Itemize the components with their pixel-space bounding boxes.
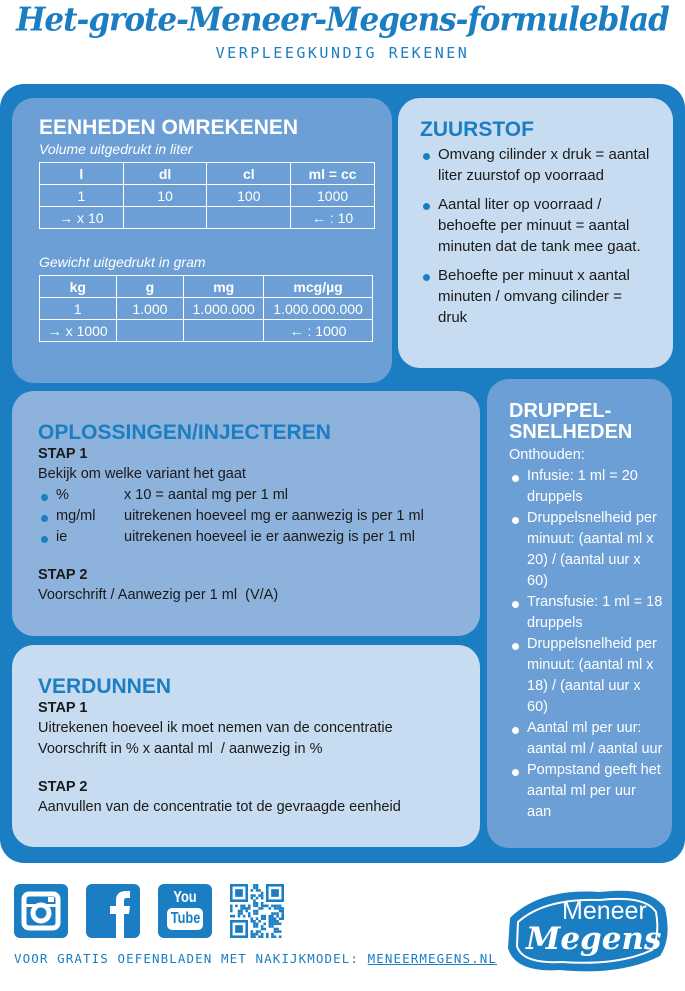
table-cell: 1.000.000 [184, 298, 264, 320]
weight-caption: Gewicht uitgedrukt in gram [39, 254, 206, 270]
youtube-label-bottom: Tube [170, 910, 201, 927]
panel-oplossingen-injecteren [12, 391, 480, 636]
list-item-text: Druppelsnelheid per minuut: (aantal ml x 18) / (aantal uur x 60) [527, 636, 657, 715]
table-cell: ← : 1000 [264, 320, 373, 342]
bullet-icon [41, 515, 48, 522]
page-title: Het-grote-Meneer-Megens-formuleblad [16, 1, 669, 39]
list-item-text: Infusie: 1 ml = 20 druppels [527, 468, 638, 505]
list-item-text: Transfusie: 1 ml = 18 druppels [527, 594, 663, 631]
variant-value: x 10 = aantal mg per 1 ml [124, 487, 289, 503]
step-label: STAP 1 [38, 700, 88, 716]
intro-text: Onthouden: [509, 447, 585, 463]
list-item-text: Aantal liter op voorraad / behoefte per minuut = aantal minuten dat de tank mee gaat. [438, 196, 641, 255]
table-cell: 1.000 [116, 298, 184, 320]
page-subtitle: VERPLEEGKUNDIG REKENEN [215, 44, 470, 62]
list-item [509, 718, 664, 760]
table-header-row [40, 276, 373, 298]
table-row [40, 320, 373, 342]
table-cell [207, 207, 291, 229]
volume-caption: Volume uitgedrukt in liter [39, 141, 193, 157]
list-item-text: Druppelsnelheid per minuut: (aantal ml x 20) / (aantal uur x 60) [527, 510, 657, 589]
footer-caption: VOOR GRATIS OEFENBLADEN MET NAKIJKMODEL: [14, 951, 368, 966]
youtube-label-bottom-box [167, 908, 203, 930]
variant-value: uitrekenen hoeveel mg er aanwezig is per 1 ml [124, 508, 424, 524]
section-title: ZUURSTOF [420, 118, 534, 141]
youtube-label-top: You [173, 889, 197, 906]
weight-table [39, 275, 373, 342]
table-cell: → x 1000 [40, 320, 117, 342]
bullet-icon [423, 153, 430, 160]
variant-value: uitrekenen hoeveel ie er aanwezig is per 1 ml [124, 529, 415, 545]
bullet-icon [41, 536, 48, 543]
table-row [40, 207, 375, 229]
panel-verdunnen [12, 645, 480, 847]
table-cell [116, 320, 184, 342]
logo-line2: Megens [526, 921, 662, 957]
section-title-line: SNELHEDEN [509, 421, 633, 443]
bullet-icon [423, 274, 430, 281]
step-text: Bekijk om welke variant het gaat [38, 466, 246, 482]
list-item-text: Aantal ml per uur: aantal ml / aantal uur [527, 720, 663, 757]
panel-eenheden-omrekenen [12, 98, 392, 383]
table-cell: → x 10 [40, 207, 124, 229]
social-icons [14, 884, 284, 938]
section-title [509, 401, 664, 443]
bullet-icon [512, 601, 519, 608]
table-cell: 10 [123, 185, 207, 207]
list-item [509, 508, 664, 592]
variant-key: % [56, 487, 69, 503]
facebook-icon[interactable] [86, 884, 140, 938]
list-item-text: Pompstand geeft het aantal ml per uur aan [527, 762, 661, 820]
list-item [38, 485, 480, 506]
table-header: mg [184, 276, 264, 298]
table-cell [123, 207, 207, 229]
bullet-icon [512, 517, 519, 524]
variant-list [38, 485, 480, 548]
section-title: EENHEDEN OMREKENEN [39, 116, 299, 139]
instagram-icon[interactable] [14, 884, 68, 938]
step-label: STAP 2 [38, 567, 88, 583]
panel-druppelsnelheden [487, 379, 672, 848]
table-header: ml = cc [291, 163, 375, 185]
footer-text [14, 951, 497, 966]
table-header: cl [207, 163, 291, 185]
logo-line1: Meneer [562, 897, 647, 925]
bullet-icon [512, 643, 519, 650]
list-item [420, 265, 655, 328]
list-item [420, 194, 655, 257]
section-title: OPLOSSINGEN/INJECTEREN [38, 421, 331, 444]
table-header: kg [40, 276, 117, 298]
list-item [38, 506, 480, 527]
table-cell: 100 [207, 185, 291, 207]
bullet-icon [512, 727, 519, 734]
list-item-text: Behoefte per minuut x aantal minuten / omvang cilinder = druk [438, 267, 630, 326]
step-label: STAP 1 [38, 446, 88, 462]
bullet-icon [41, 494, 48, 501]
table-header: mcg/µg [264, 276, 373, 298]
bullet-icon [423, 203, 430, 210]
list-item [509, 466, 664, 508]
variant-key: mg/ml [56, 508, 96, 524]
step-text: Voorschrift / Aanwezig per 1 ml (V/A) [38, 587, 279, 603]
meneer-megens-logo [500, 878, 670, 978]
section-title: VERDUNNEN [38, 675, 172, 698]
list-item [509, 760, 664, 823]
step-label: STAP 2 [38, 779, 88, 795]
step-text: Uitrekenen hoeveel ik moet nemen van de concentratie [38, 720, 393, 736]
table-header: dl [123, 163, 207, 185]
step-text: Aanvullen van de concentratie tot de gevraagde eenheid [38, 799, 401, 815]
table-cell [184, 320, 264, 342]
bullet-icon [512, 475, 519, 482]
section-title-line: DRUPPEL- [509, 400, 612, 422]
qr-code[interactable] [230, 884, 284, 938]
list-item [509, 592, 664, 634]
list-item [509, 634, 664, 718]
table-header: l [40, 163, 124, 185]
volume-table [39, 162, 375, 229]
table-cell: ← : 10 [291, 207, 375, 229]
table-cell: 1 [40, 298, 117, 320]
website-link[interactable]: MENEERMEGENS.NL [367, 951, 498, 966]
variant-key: ie [56, 529, 68, 545]
bullet-icon [512, 769, 519, 776]
youtube-icon[interactable] [158, 884, 212, 938]
zuurstof-list [420, 144, 655, 328]
step-text: Voorschrift in % x aantal ml / aanwezig in % [38, 741, 323, 757]
table-header: g [116, 276, 184, 298]
table-header-row [40, 163, 375, 185]
table-cell: 1 [40, 185, 124, 207]
list-item [38, 527, 480, 548]
table-cell: 1000 [291, 185, 375, 207]
list-item [420, 144, 655, 186]
panel-zuurstof [398, 98, 673, 368]
table-cell: 1.000.000.000 [264, 298, 373, 320]
table-row [40, 185, 375, 207]
table-row [40, 298, 373, 320]
druppel-list [509, 466, 664, 823]
list-item-text: Omvang cilinder x druk = aantal liter zuurstof op voorraad [438, 146, 650, 184]
